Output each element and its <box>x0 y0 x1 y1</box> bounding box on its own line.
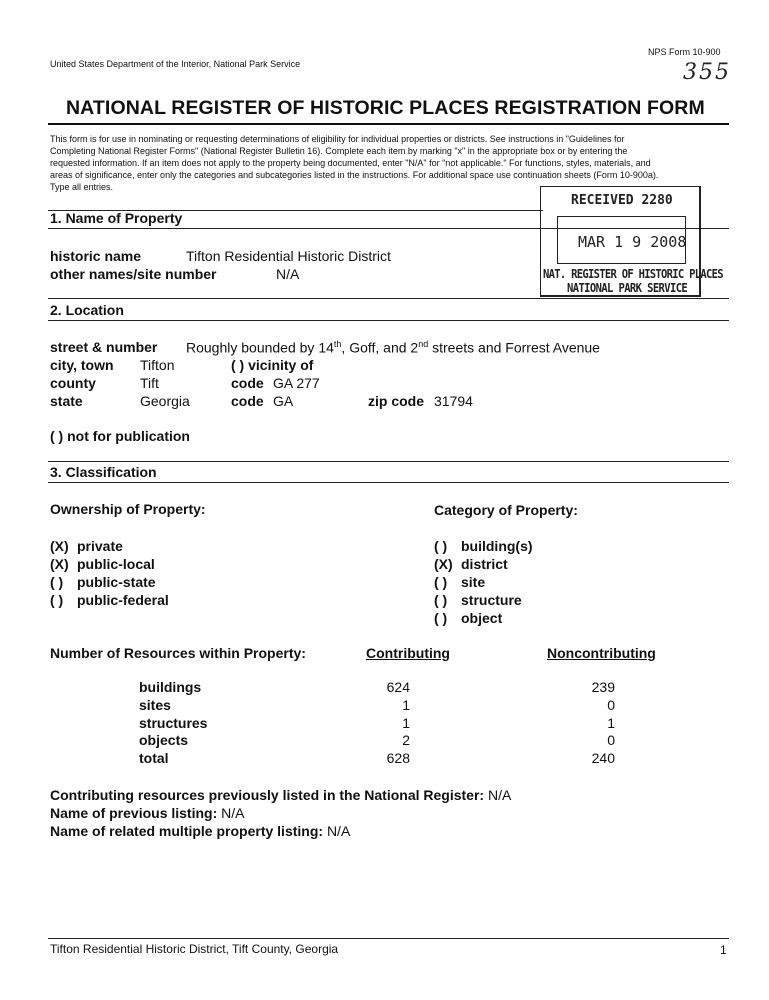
historic-name-value: Tifton Residential Historic District <box>186 248 391 264</box>
noncontributing-count: 0 <box>607 696 615 713</box>
section3-heading: 3. Classification <box>50 464 157 480</box>
previous-listing-label: Name of previous listing: <box>50 805 218 821</box>
form-number: NPS Form 10-900 <box>648 47 721 57</box>
street-part: streets and Forrest Avenue <box>428 339 600 356</box>
related-listing <box>50 822 511 840</box>
section1-heading: 1. Name of Property <box>50 210 183 226</box>
category-heading: Category of Property: <box>434 502 578 518</box>
ownership-item <box>50 591 169 609</box>
stamp-date: MAR 1 9 2008 <box>578 233 687 251</box>
noncontributing-heading: Noncontributing <box>547 645 656 661</box>
related-listing-value: N/A <box>326 823 351 839</box>
ownership-list <box>50 537 169 609</box>
ownership-label: public-state <box>77 574 156 590</box>
section3-rule-top <box>48 461 729 462</box>
category-list <box>434 537 533 627</box>
resource-label: structures <box>139 714 208 731</box>
section2-rule <box>48 320 729 321</box>
category-label: district <box>461 556 508 572</box>
previous-listing-value: N/A <box>221 805 245 821</box>
listing-info <box>50 786 511 840</box>
contributing-count: 1 <box>402 696 410 713</box>
state-label: state <box>50 393 83 409</box>
historic-name-label: historic name <box>50 248 142 264</box>
noncontributing-count: 240 <box>591 750 615 767</box>
street-part: , Goff, and 2 <box>341 339 419 356</box>
category-label: site <box>461 574 486 590</box>
footer-rule <box>48 938 729 939</box>
noncontributing-count: 0 <box>607 732 615 749</box>
ownership-item <box>50 537 169 555</box>
category-item <box>434 537 533 555</box>
vicinity-label: ( ) vicinity of <box>231 357 314 373</box>
street-superscript: th <box>333 339 342 349</box>
previously-listed-label: Contributing resources previously listed in the National Register: <box>50 787 485 803</box>
previous-listing <box>50 804 511 822</box>
other-names-value: N/A <box>276 266 300 282</box>
street-superscript: nd <box>418 339 429 349</box>
section1-rule <box>48 228 729 229</box>
resource-label: objects <box>139 732 189 749</box>
ownership-mark: (X) <box>50 556 69 572</box>
instruction-line: Completing National Register Forms" (National Register Bulletin 16). Complete each item by marking "x" in the appropriate box or by entering the <box>50 146 628 156</box>
section2-rule-top <box>48 298 729 299</box>
ownership-item <box>50 555 169 573</box>
state-code-label: code <box>231 393 264 409</box>
stamp-received: RECEIVED 2280 <box>571 193 673 208</box>
street-value <box>186 339 600 356</box>
category-mark: ( ) <box>434 538 448 554</box>
zip-label: zip code <box>368 393 425 409</box>
county-code-value: GA 277 <box>273 375 320 391</box>
city-value: Tifton <box>140 357 175 373</box>
state-code-value: GA <box>273 393 294 409</box>
resources-table <box>139 679 659 768</box>
resource-row <box>139 715 659 733</box>
contributing-count: 2 <box>402 732 410 749</box>
category-item <box>434 555 533 573</box>
section2-heading: 2. Location <box>50 302 124 318</box>
other-names-label: other names/site number <box>50 266 217 282</box>
category-mark: (X) <box>434 556 453 572</box>
resource-row <box>139 679 659 697</box>
instruction-line: Type all entries. <box>50 182 114 192</box>
resource-label: total <box>139 750 169 767</box>
instruction-line: areas of significance, enter only the categories and subcategories listed in the instructions. For additional space use continuation sheets (Form 10-900a). <box>50 170 659 180</box>
category-item <box>434 573 533 591</box>
resource-label: buildings <box>139 679 202 695</box>
section3-rule <box>48 482 729 483</box>
state-value: Georgia <box>140 393 190 409</box>
county-value: Tift <box>140 375 159 391</box>
contributing-heading: Contributing <box>366 645 450 661</box>
ownership-mark: (X) <box>50 538 69 554</box>
related-listing-label: Name of related multiple property listing: <box>50 823 324 839</box>
contributing-count: 624 <box>386 679 410 695</box>
instructions <box>50 133 740 193</box>
resources-heading: Number of Resources within Property: <box>50 645 306 661</box>
category-label: object <box>461 610 503 626</box>
page-number: 1 <box>720 943 727 957</box>
form-title: NATIONAL REGISTER OF HISTORIC PLACES REGISTRATION FORM <box>66 97 705 119</box>
ownership-heading: Ownership of Property: <box>50 501 206 517</box>
zip-value: 31794 <box>434 393 473 409</box>
stamp-line2: NATIONAL PARK SERVICE <box>567 281 688 296</box>
street-label: street & number <box>50 339 158 355</box>
category-item <box>434 591 533 609</box>
title-rule <box>48 123 729 125</box>
resource-row <box>139 750 659 768</box>
ownership-item <box>50 573 169 591</box>
resource-row <box>139 697 659 715</box>
stamp-line1: NAT. REGISTER OF HISTORIC PLACES <box>543 267 723 282</box>
previously-listed <box>50 786 511 804</box>
handwritten-number: 355 <box>683 60 731 85</box>
city-label: city, town <box>50 357 114 373</box>
category-label: structure <box>461 592 522 608</box>
contributing-count: 628 <box>386 750 410 767</box>
county-label: county <box>50 375 96 391</box>
ownership-label: public-local <box>77 556 155 572</box>
category-mark: ( ) <box>434 592 448 608</box>
category-mark: ( ) <box>434 574 448 590</box>
agency-name: United States Department of the Interior, National Park Service <box>50 59 301 69</box>
footer-text: Tifton Residential Historic District, Tift County, Georgia <box>50 942 339 956</box>
category-mark: ( ) <box>434 610 448 626</box>
category-label: building(s) <box>461 538 533 554</box>
ownership-mark: ( ) <box>50 592 64 608</box>
resource-label: sites <box>139 696 171 713</box>
not-for-publication: ( ) not for publication <box>50 428 190 444</box>
noncontributing-count: 239 <box>591 679 615 695</box>
instruction-line: requested information. If an item does not apply to the property being documented, enter "N/A" for "not applicable." For functions, styles, materials, and <box>50 158 651 168</box>
section1-rule-top <box>48 210 543 211</box>
ownership-label: private <box>77 538 123 554</box>
county-code-label: code <box>231 375 264 391</box>
ownership-label: public-federal <box>77 592 169 608</box>
instruction-line: This form is for use in nominating or requesting determinations of eligibility for individual properties or districts. See instructions in "Guidelines for <box>50 134 625 144</box>
street-part: Roughly bounded by 14 <box>186 339 334 356</box>
contributing-count: 1 <box>402 714 410 731</box>
previously-listed-value: N/A <box>487 787 512 803</box>
ownership-mark: ( ) <box>50 574 64 590</box>
category-item <box>434 609 533 627</box>
resource-row <box>139 732 659 750</box>
noncontributing-count: 1 <box>607 714 615 731</box>
